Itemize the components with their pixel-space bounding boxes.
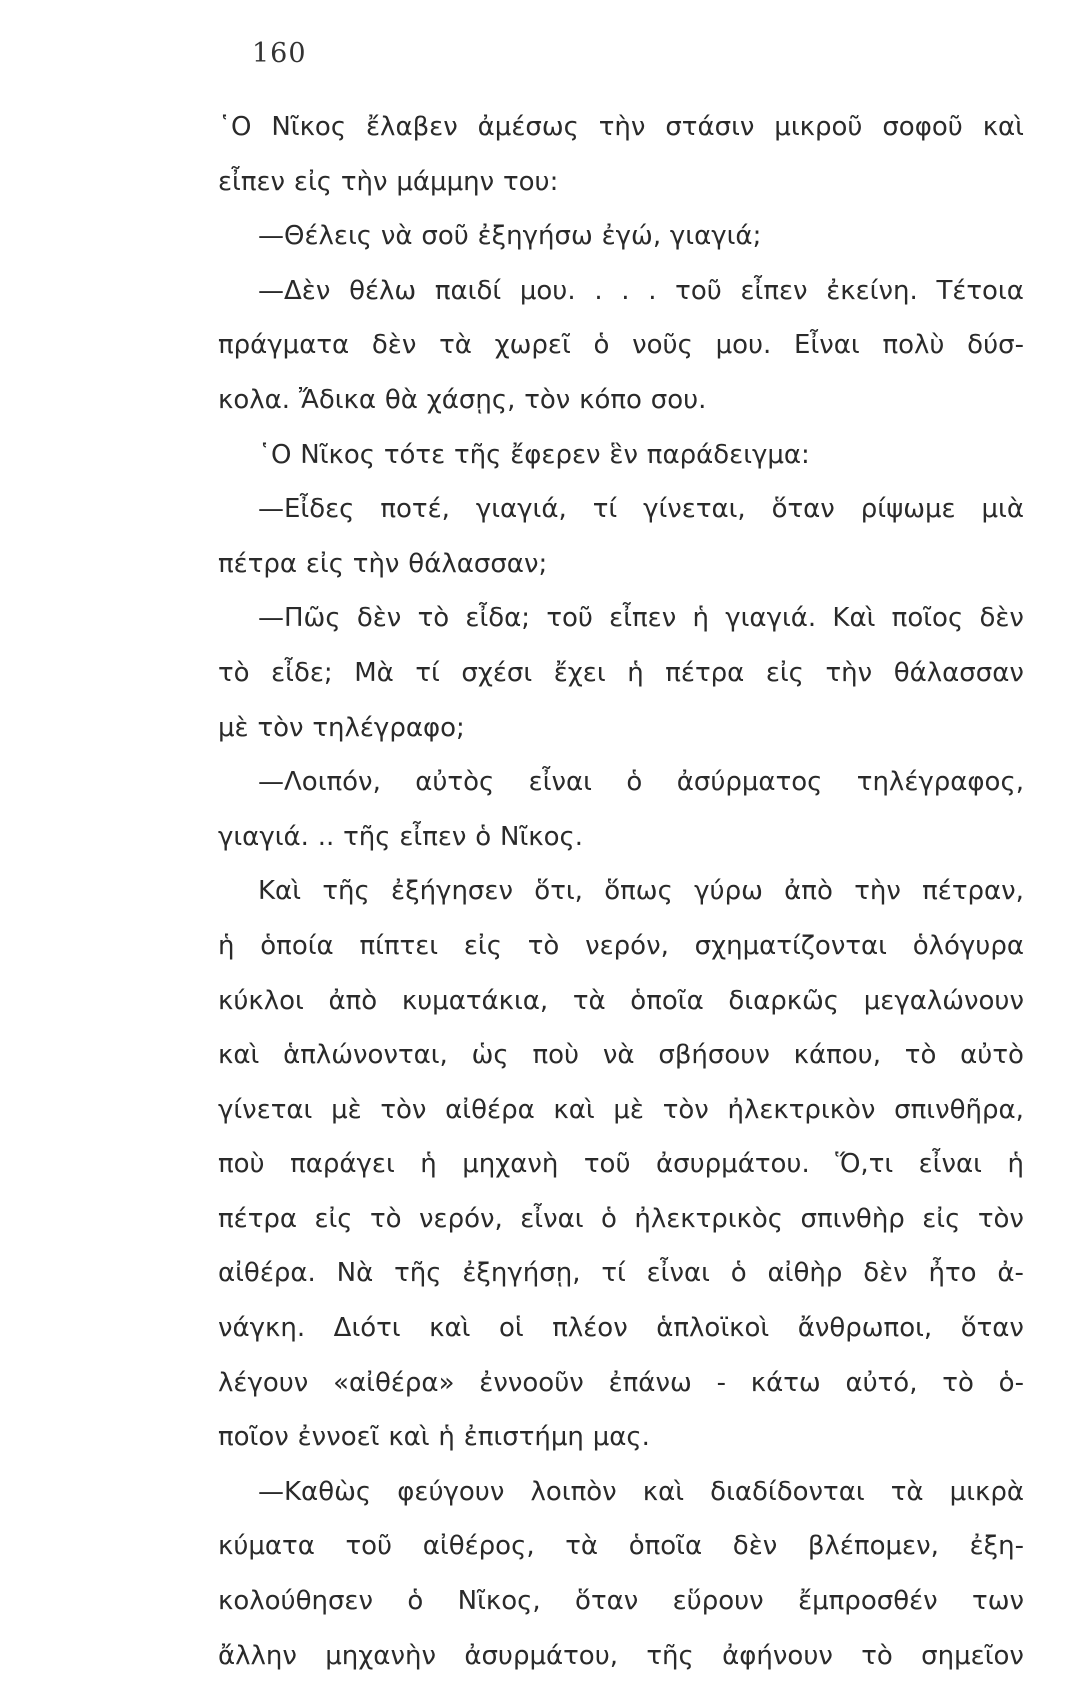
word: τῆς — [394, 1258, 442, 1289]
word: χάσῃς, — [426, 384, 516, 415]
word: κύματα — [218, 1531, 315, 1562]
word: πέτρα — [218, 548, 298, 579]
word: ἡ — [438, 1422, 455, 1453]
word: των — [972, 1586, 1024, 1617]
word: σου. — [650, 384, 707, 415]
word: τὸν — [662, 1094, 709, 1125]
word: κόπο — [579, 384, 642, 415]
word: ἄνθρωποι, — [797, 1313, 933, 1344]
word: μικροῦ — [774, 112, 863, 142]
word: ὁ- — [998, 1367, 1024, 1398]
word: μὲ — [331, 1094, 362, 1125]
word: δὲν — [371, 330, 417, 361]
word: τῆς — [646, 1640, 694, 1671]
word: γιαγιά; — [669, 221, 762, 252]
word: ἐξη- — [969, 1531, 1024, 1562]
word: τὸν — [257, 712, 304, 743]
word: σοῦ — [421, 221, 469, 252]
word: ἐννοοῦν — [479, 1367, 584, 1398]
word: νὰ — [602, 1040, 635, 1071]
word: τὴν — [825, 657, 873, 688]
word: εἶπεν — [218, 166, 286, 197]
page-number: 160 — [252, 38, 307, 69]
word: καὶ — [982, 112, 1024, 142]
word: νοῦς — [632, 330, 693, 361]
word: εἶδα; — [465, 603, 531, 634]
text-line — [218, 1629, 1024, 1683]
word: Εἶναι — [794, 330, 860, 361]
word: εἶναι — [646, 1258, 710, 1289]
word: Νῖκος, — [457, 1586, 541, 1617]
word: εἰς — [314, 1203, 353, 1234]
text-line — [218, 1574, 1024, 1629]
word: ἔμπροσθέν — [798, 1586, 938, 1617]
word: Καὶ — [832, 603, 876, 634]
word: Νῖκος — [300, 439, 376, 470]
word: ἐξηγήσῃ, — [462, 1258, 581, 1289]
word: ἐκείνη. — [826, 275, 918, 306]
word: τὴν — [352, 548, 400, 579]
word: τὸ — [527, 930, 560, 961]
word: αἰθέρος, — [422, 1531, 535, 1562]
word: αἰθέρα — [445, 1094, 535, 1125]
word: τὸ — [417, 603, 450, 634]
word: καὶ — [642, 1476, 685, 1507]
word: αἰθέρα. — [218, 1258, 316, 1289]
word: ῾Ο — [258, 439, 292, 470]
text-line — [218, 1083, 1024, 1138]
body-text — [218, 100, 1024, 1683]
text-line — [218, 1028, 1024, 1083]
text-line — [218, 1246, 1024, 1301]
text-line — [218, 755, 1024, 810]
word: Μὰ — [354, 657, 394, 688]
word: ρίψωμε — [860, 494, 956, 525]
word: τῆς — [343, 821, 391, 852]
word: νερόν, — [585, 930, 669, 961]
word: ποῖον — [218, 1422, 289, 1453]
word: Νὰ — [336, 1258, 374, 1289]
word: ῾Ο — [218, 112, 252, 142]
word: γιαγιά, — [475, 494, 567, 525]
word: ἡ — [692, 603, 709, 634]
word: ἦτο — [928, 1258, 977, 1289]
word: θὰ — [384, 384, 418, 415]
word: πέτρα — [218, 1203, 298, 1234]
word: ἐπιστήμη — [463, 1422, 584, 1453]
word: κολούθησεν — [218, 1586, 374, 1617]
word: . — [648, 275, 657, 306]
word: τηλέγραφος, — [856, 767, 1024, 798]
word: εἰς — [293, 166, 333, 197]
word: ἁπλοϊκοὶ — [656, 1313, 770, 1344]
word: μὲ — [218, 712, 249, 743]
word: Ἄδικα — [298, 384, 377, 415]
word: ὁ — [407, 1586, 424, 1617]
word: εἶπεν — [609, 603, 677, 634]
text-line — [218, 919, 1024, 974]
text-line — [218, 100, 1024, 155]
word: αὐτό, — [845, 1367, 918, 1398]
word: γιαγιά. — [725, 603, 817, 634]
word: ἔχει — [553, 657, 606, 688]
word: δὲν — [863, 1258, 908, 1289]
word: τοῦ — [583, 1149, 631, 1180]
text-line — [218, 209, 1024, 264]
text-line — [218, 1519, 1024, 1574]
word: μεγαλώνουν — [863, 985, 1024, 1016]
word: ἀσυρμάτου. — [656, 1149, 810, 1180]
word: ὁποῖα — [630, 985, 704, 1016]
word: εἶπεν — [740, 275, 808, 306]
text-line — [218, 646, 1024, 701]
word: ἀσύρματος — [676, 767, 823, 798]
text-line — [218, 264, 1024, 319]
word: τὰ — [565, 1531, 599, 1562]
word: Νῖκος — [271, 112, 347, 142]
word: ὁ — [730, 1258, 747, 1289]
text-line — [218, 1301, 1024, 1356]
word: ἐννοεῖ — [297, 1422, 380, 1453]
word: τὸν — [977, 1203, 1024, 1234]
word: ὁποῖα — [628, 1531, 703, 1562]
word: του: — [502, 166, 559, 197]
word: εἰς — [922, 1203, 961, 1234]
word: σχέσι — [461, 657, 533, 688]
word: γύρω — [694, 876, 763, 907]
word: ἐπάνω — [608, 1367, 692, 1398]
word: οἱ — [498, 1313, 524, 1344]
word: —Καθὼς — [258, 1476, 372, 1507]
word: ποὺ — [532, 1040, 580, 1071]
word: τὸ — [218, 657, 250, 688]
word: ἀμέσως — [477, 112, 579, 142]
word: σχηματίζονται — [694, 930, 887, 961]
word: τὰ — [439, 330, 472, 361]
word: αὐτὸ — [960, 1040, 1024, 1071]
word: ἠλεκτρικὸς — [634, 1203, 784, 1234]
word: παράγει — [290, 1149, 395, 1180]
word: λοιπὸν — [530, 1476, 617, 1507]
word: τὴν — [854, 876, 901, 907]
word: Ὅ,τι — [835, 1149, 894, 1180]
word: κυματάκια, — [401, 985, 549, 1016]
word: διαδίδονται — [710, 1476, 865, 1507]
word: τῆς — [453, 439, 502, 470]
word: ποῖος — [891, 603, 964, 634]
word: τὰ — [890, 1476, 924, 1507]
word: ἠλεκτρικὸν — [727, 1094, 876, 1125]
word: βλέπομεν, — [807, 1531, 939, 1562]
word: ὅταν — [771, 494, 835, 525]
word: δύσ- — [967, 330, 1024, 361]
word: στάσιν — [665, 112, 755, 142]
word: . — [621, 275, 630, 306]
word: .. — [317, 821, 335, 852]
word: πέτρα — [665, 657, 745, 688]
word: τὸ — [904, 1040, 937, 1071]
text-line — [218, 701, 1024, 756]
word: «αἰθέρα» — [333, 1367, 455, 1398]
word: Καὶ — [258, 876, 301, 907]
word: τί — [592, 494, 618, 525]
word: αὐτὸς — [415, 767, 495, 798]
word: ἁπλώνονται, — [283, 1040, 448, 1071]
word: ἀ- — [997, 1258, 1024, 1289]
word: εἰς — [463, 930, 502, 961]
text-line — [218, 1192, 1024, 1247]
word: εἶδε; — [271, 657, 333, 688]
word: πέτραν, — [922, 876, 1024, 907]
word: πολὺ — [882, 330, 945, 361]
word: δὲν — [356, 603, 402, 634]
word: —Εἶδες — [258, 494, 355, 525]
word: μου. — [715, 330, 772, 361]
word: τί — [415, 657, 440, 688]
word: ἀφήνουν — [722, 1640, 833, 1671]
word: παιδί — [434, 275, 502, 306]
text-line — [218, 864, 1024, 919]
word: εἶναι — [528, 767, 592, 798]
word: τὴν — [598, 112, 646, 142]
word: μηχανὴ — [462, 1149, 559, 1180]
word: - — [716, 1367, 726, 1398]
word: τότε — [383, 439, 446, 470]
word: θάλασσαν — [893, 657, 1024, 688]
word: θέλω — [349, 275, 417, 306]
word: ὅταν — [575, 1586, 639, 1617]
word: αἰθὴρ — [767, 1258, 843, 1289]
word: κάτω — [750, 1367, 821, 1398]
word: εἰς — [305, 548, 344, 579]
word: σοφοῦ — [882, 112, 963, 142]
word: ἡ — [420, 1149, 437, 1180]
word: καὶ — [429, 1313, 471, 1344]
word: ποτέ, — [380, 494, 450, 525]
word: θάλασσαν; — [408, 548, 548, 579]
word: Διότι — [333, 1313, 401, 1344]
word: ἔφερεν — [510, 439, 601, 470]
text-line — [218, 1465, 1024, 1520]
word: ὁλόγυρα — [912, 930, 1024, 961]
word: κολα. — [218, 384, 291, 415]
word: ὁ — [626, 767, 643, 798]
text-line — [218, 810, 1024, 865]
word: τῆς — [322, 876, 370, 907]
word: μιὰ — [981, 494, 1024, 525]
word: τὸν — [380, 1094, 427, 1125]
word: δὲν — [979, 603, 1024, 634]
word: τὰ — [572, 985, 606, 1016]
text-line — [218, 428, 1024, 483]
word: κύκλοι — [218, 985, 304, 1016]
word: πίπτει — [359, 930, 439, 961]
word: ἐξηγήσω — [477, 221, 593, 252]
word: παράδειγμα: — [646, 439, 810, 470]
word: χωρεῖ — [494, 330, 571, 361]
text-line — [218, 373, 1024, 428]
word: εἰς — [765, 657, 804, 688]
text-line — [218, 318, 1024, 373]
word: γιαγιά. — [218, 821, 309, 852]
word: ἀπὸ — [784, 876, 833, 907]
word: ὅπως — [604, 876, 673, 907]
word: ἡ — [1007, 1149, 1024, 1180]
word: τὴν — [340, 166, 388, 197]
text-line — [218, 155, 1024, 210]
word: σημεῖον — [921, 1640, 1024, 1671]
word: καὶ — [388, 1422, 430, 1453]
text-line — [218, 1410, 1024, 1465]
word: τοῦ — [345, 1531, 393, 1562]
word: —Θέλεις — [258, 221, 373, 252]
word: ὅτι, — [534, 876, 583, 907]
word: ἀπὸ — [328, 985, 378, 1016]
word: τηλέγραφο; — [312, 712, 465, 743]
word: ἐγώ, — [601, 221, 662, 252]
word: —Πῶς — [258, 603, 341, 634]
text-line — [218, 1356, 1024, 1411]
word: ἔλαβεν — [366, 112, 458, 142]
word: ὡς — [471, 1040, 509, 1071]
word: ἓν — [609, 439, 638, 470]
word: μας. — [592, 1422, 650, 1453]
word: διαρκῶς — [728, 985, 840, 1016]
word: γίνεται, — [643, 494, 746, 525]
word: κάπου, — [793, 1040, 881, 1071]
word: ἐξήγησεν — [391, 876, 513, 907]
word: ὅταν — [960, 1313, 1024, 1344]
word: ἡ — [218, 930, 235, 961]
word: πλέον — [552, 1313, 628, 1344]
word: νὰ — [380, 221, 413, 252]
word: τὸ — [861, 1640, 893, 1671]
word: μου. — [519, 275, 576, 306]
word: τί — [601, 1258, 626, 1289]
word: ὁ — [475, 821, 492, 852]
word: μάμμην — [396, 166, 495, 197]
text-line — [218, 974, 1024, 1029]
word: νερόν, — [419, 1203, 503, 1234]
word: πράγματα — [218, 330, 350, 361]
word: ὁ — [593, 330, 610, 361]
word: σβήσουν — [658, 1040, 770, 1071]
word: εἶναι — [520, 1203, 584, 1234]
word: σπινθὴρ — [800, 1203, 905, 1234]
text-line — [218, 591, 1024, 646]
word: ποὺ — [218, 1149, 265, 1180]
text-line — [218, 1137, 1024, 1192]
word: μὲ — [613, 1094, 644, 1125]
word: —Λοιπόν, — [258, 767, 381, 798]
word: τὸ — [942, 1367, 974, 1398]
word: ἡ — [627, 657, 644, 688]
word: φεύγουν — [397, 1476, 505, 1507]
word: . — [594, 275, 603, 306]
text-line — [218, 537, 1024, 592]
text-line — [218, 482, 1024, 537]
word: τοῦ — [546, 603, 593, 634]
word: Νῖκος. — [500, 821, 584, 852]
word: εὕρουν — [672, 1586, 764, 1617]
word: δὲν — [732, 1531, 778, 1562]
word: γίνεται — [218, 1094, 313, 1125]
word: ὁποία — [260, 930, 334, 961]
word: —Δὲν — [258, 275, 331, 306]
word: καὶ — [553, 1094, 595, 1125]
word: εἶναι — [918, 1149, 982, 1180]
word: μηχανὴν — [325, 1640, 436, 1671]
word: ἀσυρμάτου, — [464, 1640, 619, 1671]
word: Τέτοια — [936, 275, 1024, 306]
word: σπινθῆρα, — [894, 1094, 1024, 1125]
word: τὸν — [524, 384, 571, 415]
word: νάγκη. — [218, 1313, 306, 1344]
word: τὸ — [370, 1203, 402, 1234]
word: ὁ — [600, 1203, 617, 1234]
word: μικρὰ — [949, 1476, 1024, 1507]
word: εἶπεν — [399, 821, 467, 852]
word: καὶ — [218, 1040, 260, 1071]
word: τοῦ — [675, 275, 722, 306]
word: λέγουν — [218, 1367, 309, 1398]
word: ἄλλην — [218, 1640, 297, 1671]
